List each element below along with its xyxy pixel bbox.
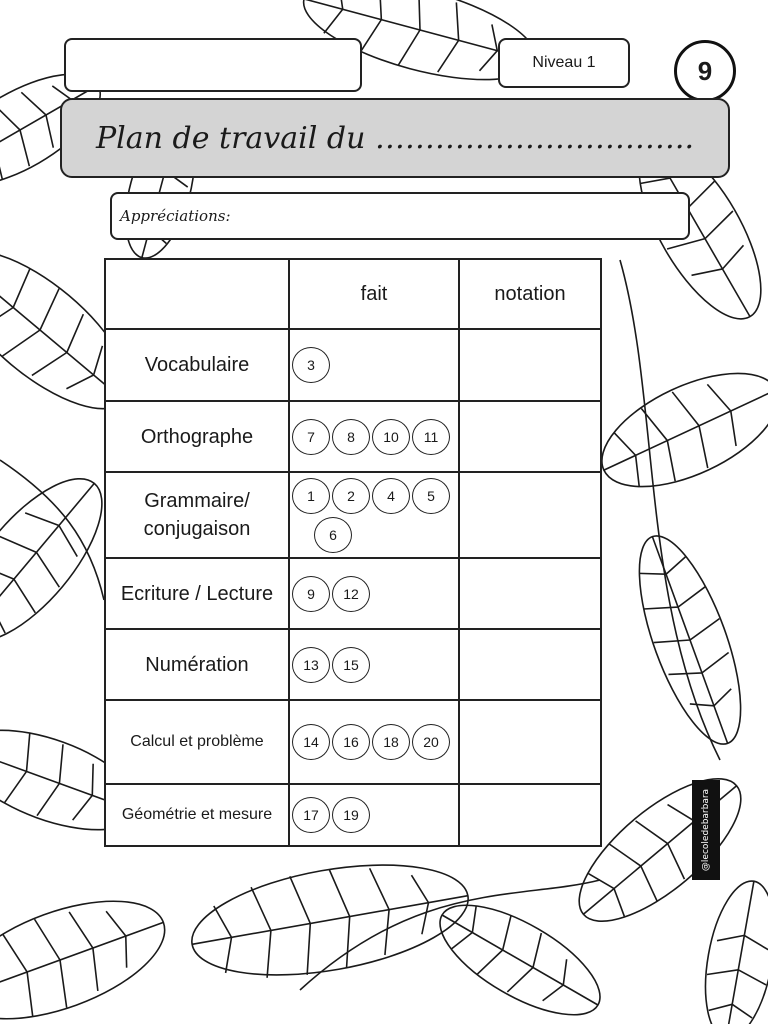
done-cell <box>289 784 459 846</box>
table-row <box>105 700 601 784</box>
level-badge <box>498 38 630 88</box>
exercise-bubble[interactable]: 13 <box>292 647 330 683</box>
grade-cell[interactable] <box>459 401 601 472</box>
exercise-bubble[interactable]: 3 <box>292 347 330 383</box>
header-subject <box>105 259 289 329</box>
grade-cell[interactable] <box>459 700 601 784</box>
exercise-bubble[interactable]: 16 <box>332 724 370 760</box>
done-cell <box>289 472 459 558</box>
exercise-bubble[interactable]: 12 <box>332 576 370 612</box>
exercise-bubble[interactable]: 8 <box>332 419 370 455</box>
exercise-bubble[interactable]: 11 <box>412 419 450 455</box>
grade-cell[interactable] <box>459 784 601 846</box>
subject-line: Grammaire/ <box>144 490 250 512</box>
name-field[interactable] <box>64 38 362 92</box>
exercise-bubble[interactable]: 4 <box>372 478 410 514</box>
week-number-circle <box>674 40 736 102</box>
done-cell <box>289 629 459 700</box>
title-banner <box>60 98 730 178</box>
subject-grammaire-conjugaison <box>105 472 289 558</box>
done-cell <box>289 329 459 401</box>
subject-ecriture-lecture: Ecriture / Lecture <box>105 558 289 629</box>
table-row <box>105 472 601 558</box>
exercise-bubble[interactable]: 2 <box>332 478 370 514</box>
exercise-bubble[interactable]: 10 <box>372 419 410 455</box>
exercise-bubble[interactable]: 5 <box>412 478 450 514</box>
subject-vocabulaire: Vocabulaire <box>105 329 289 401</box>
subject-orthographe: Orthographe <box>105 401 289 472</box>
exercise-bubble[interactable]: 15 <box>332 647 370 683</box>
grade-cell[interactable] <box>459 629 601 700</box>
done-cell <box>289 558 459 629</box>
exercise-bubble[interactable]: 17 <box>292 797 330 833</box>
exercise-bubble[interactable]: 19 <box>332 797 370 833</box>
grade-cell[interactable] <box>459 329 601 401</box>
exercise-bubble[interactable]: 7 <box>292 419 330 455</box>
subject-numeration: Numération <box>105 629 289 700</box>
exercise-bubble[interactable]: 20 <box>412 724 450 760</box>
exercise-bubble[interactable]: 1 <box>292 478 330 514</box>
table-row <box>105 558 601 629</box>
table-row <box>105 401 601 472</box>
grade-cell[interactable] <box>459 472 601 558</box>
level-label: Niveau 1 <box>532 54 596 71</box>
grade-cell[interactable] <box>459 558 601 629</box>
done-cell <box>289 700 459 784</box>
credit-label <box>692 780 720 880</box>
exercise-bubble[interactable]: 9 <box>292 576 330 612</box>
work-plan-table <box>104 258 602 847</box>
page-title: Plan de travail du ………………………….. <box>96 120 694 156</box>
subject-calcul-probleme: Calcul et problème <box>105 700 289 784</box>
table-row <box>105 784 601 846</box>
header-grade: notation <box>459 259 601 329</box>
subject-geometrie-mesure: Géométrie et mesure <box>105 784 289 846</box>
appreciations-label: Appréciations: <box>120 207 231 225</box>
exercise-bubble[interactable]: 14 <box>292 724 330 760</box>
appreciations-field[interactable] <box>110 192 690 240</box>
exercise-bubble[interactable]: 18 <box>372 724 410 760</box>
subject-line: conjugaison <box>143 518 251 540</box>
table-header-row <box>105 259 601 329</box>
header-done: fait <box>289 259 459 329</box>
week-number: 9 <box>697 55 713 86</box>
done-cell <box>289 401 459 472</box>
credit-text: @lecoledebarbara <box>701 788 711 872</box>
exercise-bubble[interactable]: 6 <box>314 517 352 553</box>
table-row <box>105 629 601 700</box>
table-row <box>105 329 601 401</box>
